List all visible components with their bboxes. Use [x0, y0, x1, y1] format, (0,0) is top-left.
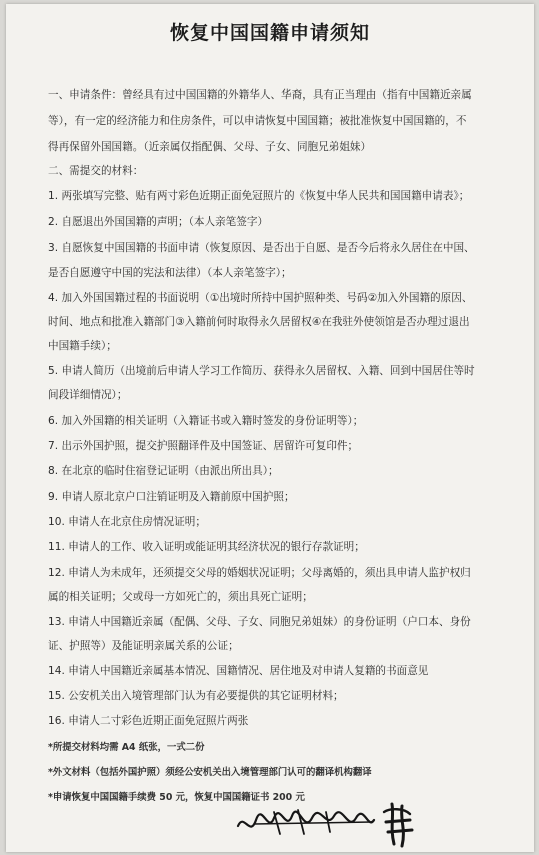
list-item-continuation: 属的相关证明；父或母一方如死亡的，须出具死亡证明； [48, 591, 313, 603]
list-item-continuation: 间段详细情况）； [48, 389, 128, 401]
list-item-continuation: 时间、地点和批准入籍部门③入籍前何时取得永久居留权④在我驻外使领馆是否办理过退出 [48, 316, 470, 328]
footnote: *所提交材料均需 A4 纸张，一式二份 [48, 742, 205, 753]
list-item: 12. 申请人为未成年，还须提交父母的婚姻状况证明；父母离婚的，须出具申请人监护权归 [48, 567, 471, 579]
footnote: *申请恢复中国国籍手续费 50 元，恢复中国国籍证书 200 元 [48, 792, 305, 803]
text-line: 得再保留外国国籍。（近亲属仅指配偶、父母、子女、同胞兄弟姐妹） [48, 141, 372, 153]
list-item: 13. 申请人中国籍近亲属（配偶、父母、子女、同胞兄弟姐妹）的身份证明（户口本、身份 [48, 616, 471, 628]
list-item: 14. 申请人中国籍近亲属基本情况、国籍情况、居住地及对申请人复籍的书面意见 [48, 665, 429, 677]
list-item: 3. 自愿恢复中国国籍的书面申请（恢复原因、是否出于自愿、是否今后将永久居住在中国、 [48, 242, 475, 254]
document-page [6, 4, 534, 852]
section-heading: 二、需提交的材料： [48, 165, 144, 177]
list-item: 11. 申请人的工作、收入证明或能证明其经济状况的银行存款证明； [48, 541, 365, 553]
list-item: 9. 申请人原北京户口注销证明及入籍前原中国护照； [48, 491, 295, 503]
text-line: 等），有一定的经济能力和住房条件，可以申请恢复中国国籍；被批准恢复中国国籍的，不 [48, 115, 467, 127]
list-item-continuation: 中国籍手续）； [48, 340, 117, 352]
list-item: 15. 公安机关出入境管理部门认为有必要提供的其它证明材料； [48, 690, 344, 702]
list-item-continuation: 证、护照等）及能证明亲属关系的公证； [48, 640, 239, 652]
list-item-continuation: 是否自愿遵守中国的宪法和法律）（本人亲笔签字）； [48, 267, 292, 279]
list-item: 7. 出示外国护照，提交护照翻译件及中国签证、居留许可复印件； [48, 440, 359, 452]
page-title: 恢复中国国籍申请须知 [169, 22, 370, 44]
list-item: 2. 自愿退出外国国籍的声明；（本人亲笔签字） [48, 216, 269, 228]
list-item: 10. 申请人在北京住房情况证明； [48, 516, 206, 528]
footnote: *外文材料（包括外国护照）须经公安机关出入境管理部门认可的翻译机构翻译 [48, 767, 372, 778]
text-line: 一、申请条件：曾经具有过中国国籍的外籍华人、华裔，具有正当理由（指有中国籍近亲属 [48, 89, 472, 101]
list-item: 5. 申请人简历（出境前后申请人学习工作简历、获得永久居留权、入籍、回到中国居住等时 [48, 365, 475, 377]
handwritten-signature [234, 800, 444, 850]
list-item: 6. 加入外国籍的相关证明（入籍证书或入籍时签发的身份证明等）； [48, 415, 364, 427]
list-item: 8. 在北京的临时住宿登记证明（由派出所出具）； [48, 465, 279, 477]
list-item: 16. 申请人二寸彩色近期正面免冠照片两张 [48, 715, 249, 727]
list-item: 1. 两张填写完整、贴有两寸彩色近期正面免冠照片的《恢复中华人民共和国国籍申请表》； [48, 190, 470, 202]
list-item: 4. 加入外国国籍过程的书面说明（①出境时所持中国护照种类、号码②加入外国籍的原因、 [48, 292, 473, 304]
